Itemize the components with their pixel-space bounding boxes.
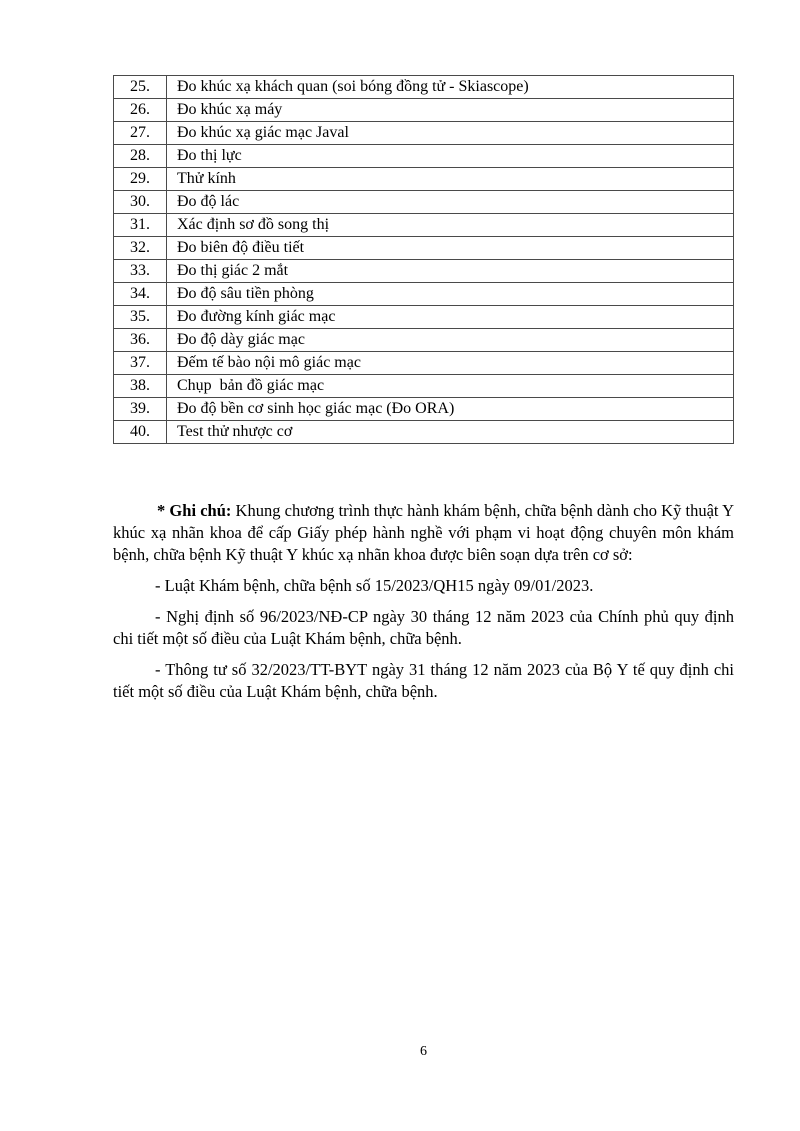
- procedure-name: Đếm tế bào nội mô giác mạc: [167, 352, 734, 375]
- table-row: [114, 329, 734, 352]
- table-row: [114, 260, 734, 283]
- table-row: [114, 375, 734, 398]
- procedure-name: Xác định sơ đồ song thị: [167, 214, 734, 237]
- procedure-name: Đo khúc xạ giác mạc Javal: [167, 122, 734, 145]
- row-number: 35.: [114, 306, 167, 329]
- table-row: [114, 122, 734, 145]
- procedure-name: Đo độ lác: [167, 191, 734, 214]
- row-number: 39.: [114, 398, 167, 421]
- row-number: 26.: [114, 99, 167, 122]
- row-number: 38.: [114, 375, 167, 398]
- row-number: 28.: [114, 145, 167, 168]
- procedure-name: Chụp bản đồ giác mạc: [167, 375, 734, 398]
- procedure-name: Đo độ dày giác mạc: [167, 329, 734, 352]
- table-row: [114, 283, 734, 306]
- procedure-name: Đo biên độ điều tiết: [167, 237, 734, 260]
- table-row: [114, 99, 734, 122]
- table-row: [114, 237, 734, 260]
- procedure-name: Thử kính: [167, 168, 734, 191]
- row-number: 27.: [114, 122, 167, 145]
- note-list-item: - Thông tư số 32/2023/TT-BYT ngày 31 tháng 12 năm 2023 của Bộ Y tế quy định chi tiết một số điều của Luật Khám bệnh, chữa bệnh.: [113, 660, 734, 701]
- procedure-name: Test thử nhược cơ: [167, 421, 734, 444]
- note-items: [113, 575, 734, 703]
- procedure-name: Đo khúc xạ khách quan (soi bóng đồng tử - Skiascope): [167, 76, 734, 99]
- table-row: [114, 168, 734, 191]
- table-row: [114, 352, 734, 375]
- table-row: [114, 145, 734, 168]
- note-list-item: - Nghị định số 96/2023/NĐ-CP ngày 30 tháng 12 năm 2023 của Chính phủ quy định chi tiết một số điều của Luật Khám bệnh, chữa bệnh.: [113, 607, 734, 648]
- procedure-name: Đo khúc xạ máy: [167, 99, 734, 122]
- note-paragraph: [113, 500, 734, 566]
- row-number: 33.: [114, 260, 167, 283]
- row-number: 37.: [114, 352, 167, 375]
- procedure-name: Đo đường kính giác mạc: [167, 306, 734, 329]
- table-row: [114, 191, 734, 214]
- procedure-name: Đo thị lực: [167, 145, 734, 168]
- note-intro-text: Khung chương trình thực hành khám bệnh, chữa bệnh dành cho Kỹ thuật Y khúc xạ nhãn khoa để cấp Giấy phép hành nghề với phạm vi hoạt động chuyên môn khám bệnh, chữa bệnh Kỹ thuật Y khúc xạ nhãn khoa được biên soạn dựa trên cơ sở:: [113, 501, 734, 564]
- procedure-name: Đo thị giác 2 mắt: [167, 260, 734, 283]
- table-row: [114, 398, 734, 421]
- table-row: [114, 421, 734, 444]
- note-list-item: - Luật Khám bệnh, chữa bệnh số 15/2023/QH15 ngày 09/01/2023.: [155, 576, 594, 595]
- page-number: 6: [420, 1044, 427, 1059]
- notes-section: [113, 500, 734, 703]
- row-number: 31.: [114, 214, 167, 237]
- row-number: 34.: [114, 283, 167, 306]
- row-number: 29.: [114, 168, 167, 191]
- row-number: 25.: [114, 76, 167, 99]
- row-number: 36.: [114, 329, 167, 352]
- procedure-table: [113, 75, 734, 444]
- table-row: [114, 214, 734, 237]
- procedure-name: Đo độ sâu tiền phòng: [167, 283, 734, 306]
- row-number: 40.: [114, 421, 167, 444]
- note-heading: * Ghi chú:: [157, 501, 232, 520]
- row-number: 30.: [114, 191, 167, 214]
- procedure-name: Đo độ bền cơ sinh học giác mạc (Đo ORA): [167, 398, 734, 421]
- table-row: [114, 76, 734, 99]
- row-number: 32.: [114, 237, 167, 260]
- procedure-table-body: [114, 76, 734, 444]
- table-row: [114, 306, 734, 329]
